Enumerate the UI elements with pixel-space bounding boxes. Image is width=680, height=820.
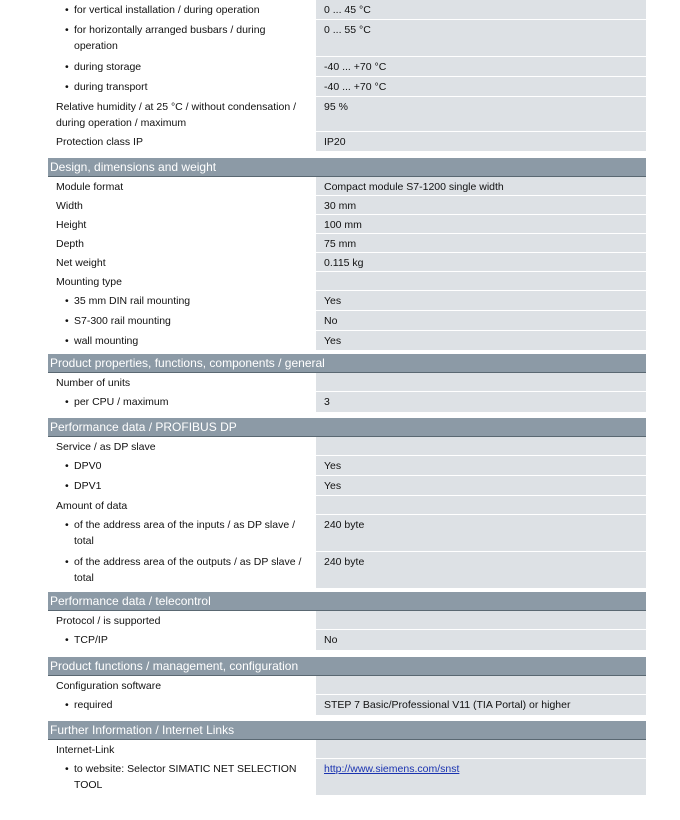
row-label: • DPV0: [48, 456, 316, 475]
section-telecontrol: [48, 592, 646, 650]
table-row: [48, 740, 646, 758]
section-design: [48, 158, 646, 350]
row-value: 75 mm: [316, 234, 646, 252]
row-label: Internet-Link: [48, 740, 316, 758]
row-label: Protection class IP: [48, 132, 316, 151]
row-label: • of the address area of the outputs / as DP slave / total: [48, 552, 316, 588]
row-value: Yes: [316, 331, 646, 350]
row-value: [316, 373, 646, 391]
row-value: 240 byte: [316, 515, 646, 551]
row-value: [316, 676, 646, 694]
row-label: • during transport: [48, 77, 316, 96]
table-row: [48, 373, 646, 391]
table-row: [48, 495, 646, 514]
row-label: Width: [48, 196, 316, 214]
row-label: Net weight: [48, 253, 316, 271]
row-label: • for vertical installation / during operation: [48, 0, 316, 19]
table-row: [48, 19, 646, 56]
siemens-snst-link[interactable]: http://www.siemens.com/snst: [324, 763, 460, 775]
row-label: Module format: [48, 177, 316, 195]
row-label: • TCP/IP: [48, 630, 316, 650]
row-value: No: [316, 311, 646, 330]
table-row: [48, 76, 646, 96]
table-row: [48, 290, 646, 310]
row-value: Yes: [316, 456, 646, 475]
table-row: [48, 195, 646, 214]
section-header: Product functions / management, configuration: [48, 657, 646, 675]
row-label: • of the address area of the inputs / as DP slave / total: [48, 515, 316, 551]
row-label: Relative humidity / at 25 °C / without condensation / during operation / maximum: [48, 97, 316, 131]
table-row: [48, 177, 646, 195]
row-label: • 35 mm DIN rail mounting: [48, 291, 316, 310]
table-row: [48, 96, 646, 131]
row-value: [316, 496, 646, 514]
table-row: [48, 330, 646, 350]
row-label: • for horizontally arranged busbars / during operation: [48, 20, 316, 56]
row-value: Compact module S7-1200 single width: [316, 177, 646, 195]
section-header: Product properties, functions, components / general: [48, 354, 646, 372]
row-label: • required: [48, 695, 316, 715]
row-value: [316, 740, 646, 758]
row-value: Yes: [316, 291, 646, 310]
table-row: [48, 271, 646, 290]
row-value: 100 mm: [316, 215, 646, 233]
row-label: Service / as DP slave: [48, 437, 316, 455]
row-value: 3: [316, 392, 646, 412]
row-label: Protocol / is supported: [48, 611, 316, 629]
row-value: 0 ... 55 °C: [316, 20, 646, 56]
row-value: 0 ... 45 °C: [316, 0, 646, 19]
table-row: [48, 131, 646, 151]
row-value: 0.115 kg: [316, 253, 646, 271]
table-row: [48, 252, 646, 271]
table-row: [48, 455, 646, 475]
section-management: [48, 657, 646, 715]
table-row: [48, 56, 646, 76]
row-label: • wall mounting: [48, 331, 316, 350]
table-row: [48, 611, 646, 629]
table-row: [48, 475, 646, 495]
row-label: Configuration software: [48, 676, 316, 694]
table-row: [48, 676, 646, 694]
table-row: [48, 758, 646, 795]
section-environment: [48, 0, 646, 151]
row-value: -40 ... +70 °C: [316, 77, 646, 96]
row-label: Mounting type: [48, 272, 316, 290]
section-internet-links: [48, 721, 646, 795]
section-header: Performance data / telecontrol: [48, 592, 646, 610]
row-value: Yes: [316, 476, 646, 495]
table-row: [48, 629, 646, 650]
section-header: Design, dimensions and weight: [48, 158, 646, 176]
table-row: [48, 214, 646, 233]
row-label: Amount of data: [48, 496, 316, 514]
row-label: • to website: Selector SIMATIC NET SELECTION TOOL: [48, 759, 316, 795]
section-header: Performance data / PROFIBUS DP: [48, 418, 646, 436]
section-profibus-dp: [48, 418, 646, 588]
row-label: • S7-300 rail mounting: [48, 311, 316, 330]
row-label: • DPV1: [48, 476, 316, 495]
row-value: 95 %: [316, 97, 646, 131]
row-value: STEP 7 Basic/Professional V11 (TIA Portal) or higher: [316, 695, 646, 715]
row-value: [316, 759, 646, 795]
row-value: [316, 272, 646, 290]
section-product-properties: [48, 354, 646, 412]
row-value: No: [316, 630, 646, 650]
table-row: [48, 694, 646, 715]
row-value: [316, 611, 646, 629]
table-row: [48, 0, 646, 19]
row-label: Height: [48, 215, 316, 233]
table-row: [48, 391, 646, 412]
row-value: -40 ... +70 °C: [316, 57, 646, 76]
table-row: [48, 310, 646, 330]
table-row: [48, 233, 646, 252]
table-row: [48, 514, 646, 551]
table-row: [48, 551, 646, 588]
row-value: [316, 437, 646, 455]
row-label: Depth: [48, 234, 316, 252]
row-value: 30 mm: [316, 196, 646, 214]
row-label: • during storage: [48, 57, 316, 76]
row-label: • per CPU / maximum: [48, 392, 316, 412]
row-label: Number of units: [48, 373, 316, 391]
row-value: IP20: [316, 132, 646, 151]
section-header: Further Information / Internet Links: [48, 721, 646, 739]
row-value: 240 byte: [316, 552, 646, 588]
table-row: [48, 437, 646, 455]
